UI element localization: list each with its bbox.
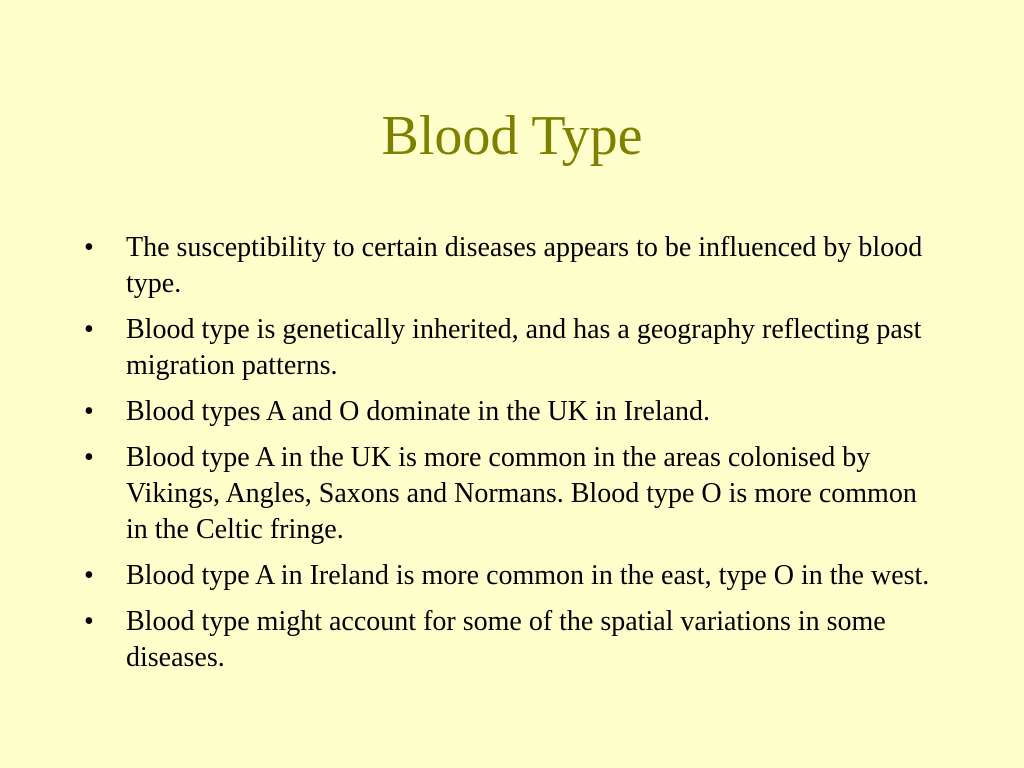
slide-title: Blood Type — [381, 105, 643, 167]
bullet-item — [84, 394, 944, 430]
bullet-marker: • — [84, 396, 94, 427]
bullet-item — [84, 312, 944, 384]
bullet-item — [84, 230, 944, 302]
bullet-marker: • — [84, 442, 94, 473]
bullet-text: The susceptibility to certain diseases appears to be influenced by blood type. — [126, 232, 923, 299]
bullet-marker: • — [84, 314, 94, 345]
bullet-text: Blood type A in the UK is more common in the areas colonised by Vikings, Angles, Saxons and Normans. Blood type O is more common in the Celtic fringe. — [126, 442, 917, 545]
bullet-marker: • — [84, 606, 94, 637]
bullet-marker: • — [84, 560, 94, 591]
bullet-text: Blood types A and O dominate in the UK in Ireland. — [126, 396, 711, 427]
bullet-text: Blood type A in Ireland is more common in the east, type O in the west. — [126, 560, 930, 591]
bullet-item — [84, 604, 944, 676]
bullet-item — [84, 558, 944, 594]
bullet-list — [84, 230, 944, 686]
bullet-text: Blood type is genetically inherited, and has a geography reflecting past migration patterns. — [126, 314, 922, 381]
bullet-text: Blood type might account for some of the spatial variations in some diseases. — [126, 606, 886, 673]
bullet-marker: • — [84, 232, 94, 263]
bullet-item — [84, 440, 944, 548]
